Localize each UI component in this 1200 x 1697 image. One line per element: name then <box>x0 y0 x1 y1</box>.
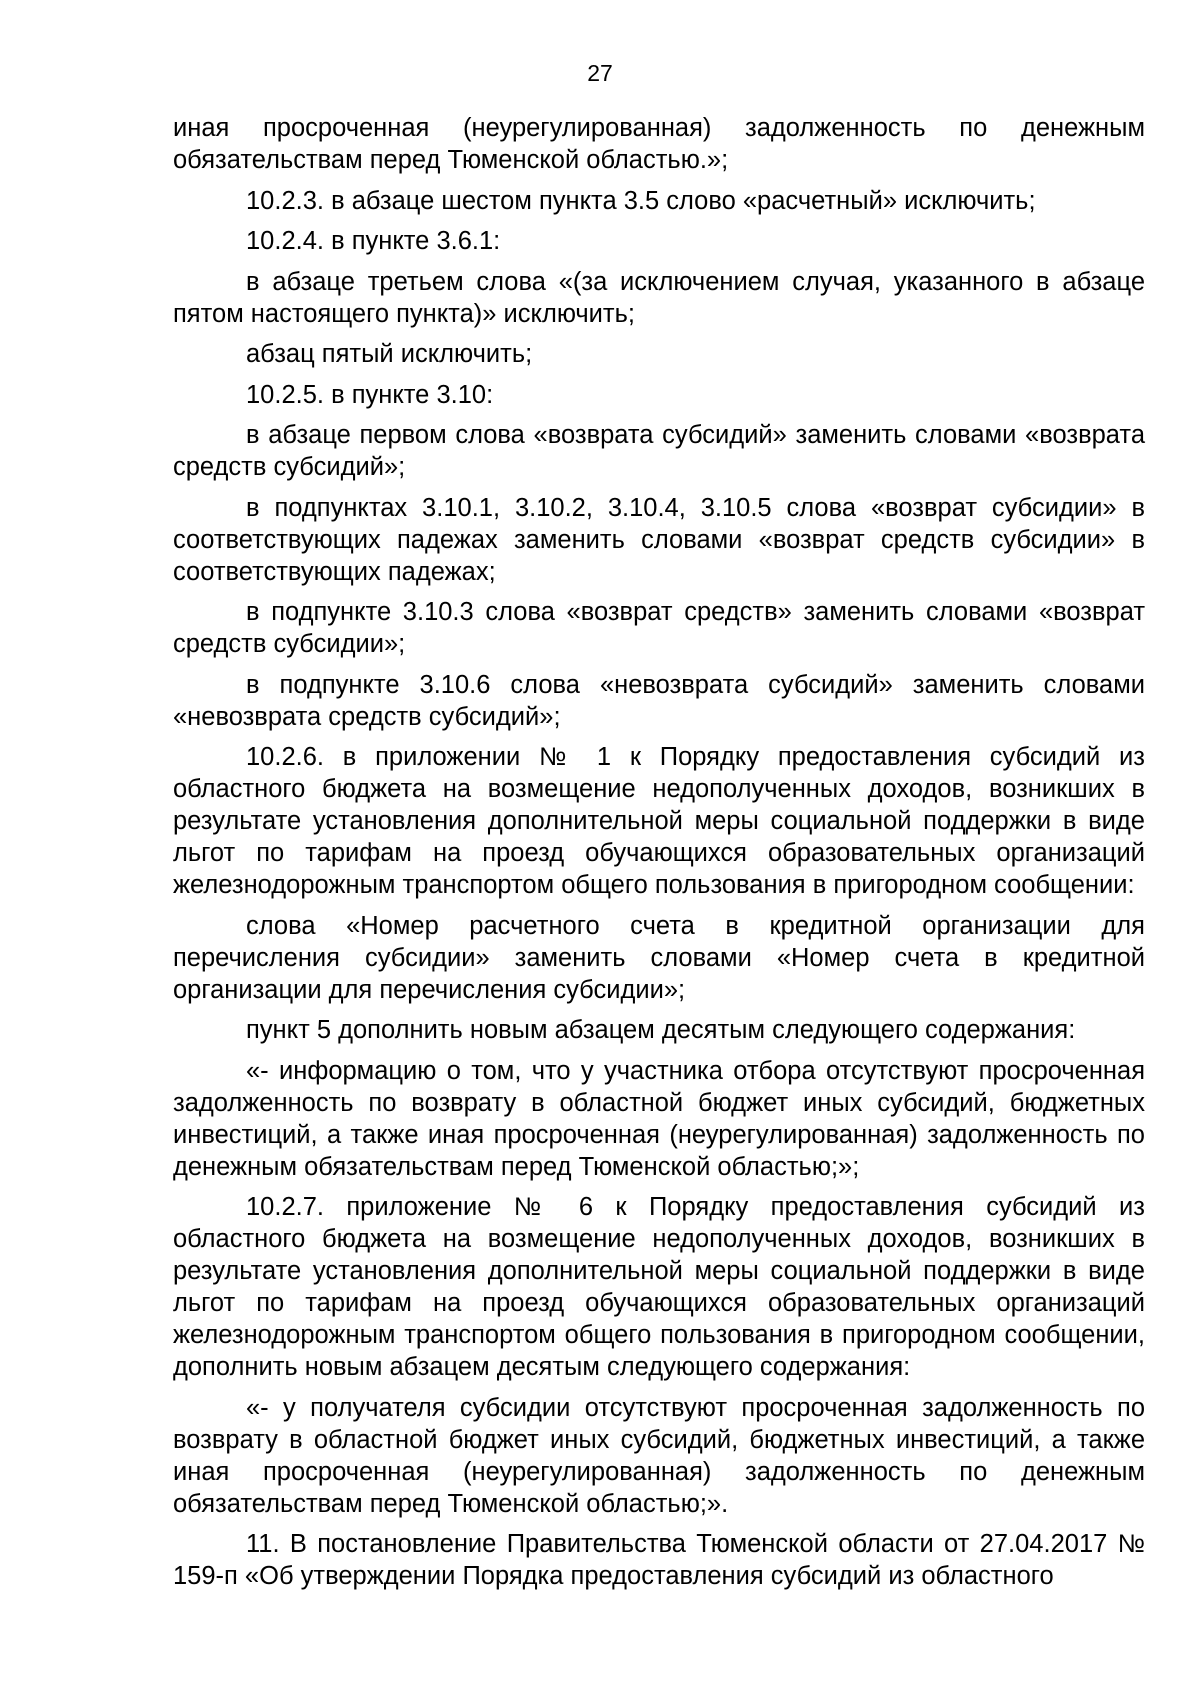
document-body <box>173 112 1145 1601</box>
paragraph-podpunkt-3-10-3: в подпункте 3.10.3 слова «возврат средств» заменить словами «возврат средств субсидии»; <box>173 598 1145 658</box>
paragraph-abzac-tretiy: в абзаце третьем слова «(за исключением случая, указанного в абзаце пятом настоящего пункта)» исключить; <box>173 267 1145 328</box>
paragraph-nomer-scheta: слова «Номер расчетного счета в кредитной организации для перечисления субсидии» заменить словами «Номер счета в кредитной организации для перечисления субсидии»; <box>173 911 1145 1004</box>
paragraph-u-poluchatelya: «- у получателя субсидии отсутствуют просроченная задолженность по возврату в областной бюджет иных субсидий, бюджетных инвестиций, а также иная просроченная (неурегулированная) задолженность по денежным обязательствам перед Тюменской областью;». <box>173 1393 1145 1518</box>
paragraph-podpunkty-3-10: в подпунктах 3.10.1, 3.10.2, 3.10.4, 3.10.5 слова «возврат субсидии» в соответствующих падежах заменить словами «возврат средств субсидии» в соответствующих падежах; <box>173 493 1145 586</box>
page-number: 27 <box>587 60 613 86</box>
paragraph-punkt-5: пункт 5 дополнить новым абзацем десятым следующего содержания: <box>246 1016 1076 1044</box>
paragraph-10-2-6: 10.2.6. в приложении № 1 к Порядку предоставления субсидий из областного бюджета на возмещение недополученных доходов, возникших в результате установления дополнительной меры социальной поддержки в виде льгот по тарифам на проезд обучающихся образовательных организаций железнодорожным транспортом общего пользования в пригородном сообщении: <box>173 743 1145 899</box>
paragraph-10-2-7: 10.2.7. приложение № 6 к Порядку предоставления субсидий из областного бюджета на возмещение недополученных доходов, возникших в результате установления дополнительной меры социальной поддержки в виде льгот по тарифам на проезд обучающихся образовательных организаций железнодорожным транспортом общего пользования в пригородном сообщении, дополнить новым абзацем десятым следующего содержания: <box>173 1193 1145 1381</box>
paragraph-informaciyu: «- информацию о том, что у участника отбора отсутствуют просроченная задолженность по возврату в областной бюджет иных субсидий, бюджетных инвестиций, а также иная просроченная (неурегулированная) задолженность по денежным обязательствам перед Тюменской областью;»; <box>173 1056 1145 1181</box>
paragraph-10-2-5: 10.2.5. в пункте 3.10: <box>246 380 494 409</box>
paragraph-continuation: иная просроченная (неурегулированная) задолженность по денежным обязательствам перед Тюменской областью.»; <box>173 114 1145 174</box>
paragraph-abzac-pyatyy: абзац пятый исключить; <box>246 340 533 368</box>
paragraph-abzac-pervyy: в абзаце первом слова «возврата субсидий» заменить словами «возврата средств субсидий»; <box>173 421 1145 481</box>
paragraph-10-2-4: 10.2.4. в пункте 3.6.1: <box>246 227 501 255</box>
paragraph-podpunkt-3-10-6: в подпункте 3.10.6 слова «невозврата субсидий» заменить словами «невозврата средств субсидий»; <box>173 670 1145 731</box>
paragraph-10-2-3: 10.2.3. в абзаце шестом пункта 3.5 слово «расчетный» исключить; <box>246 186 1036 215</box>
paragraph-11: 11. В постановление Правительства Тюменской области от 27.04.2017 № 159-п «Об утверждении Порядка предоставления субсидий из областного <box>173 1530 1145 1590</box>
